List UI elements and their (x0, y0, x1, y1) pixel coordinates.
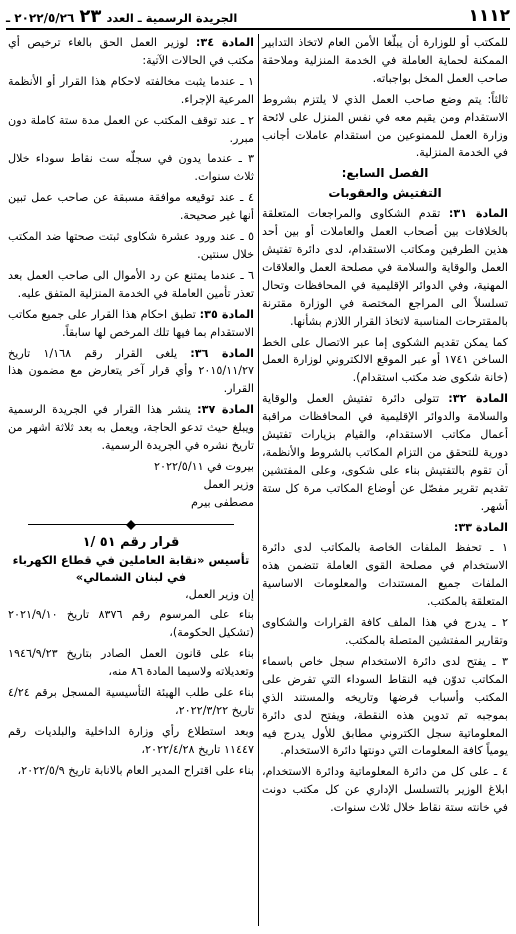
left-column (8, 34, 254, 928)
article-label: المادة ٣٧: (197, 403, 254, 417)
article-text: يلغى القرار رقم ١/١٦٨ تاريخ ٢٠١٥/١١/٢٧ وأي قرار آخر يتعارض مع مضمون هذا القرار. (8, 346, 254, 396)
list-item: ٤ ـ على كل من دائرة المعلوماتية ودائرة الاستخدام، ابلاغ الوزير بالتسلسل الإداري عن كل مكتب دونت في خانته ستة نقاط خلال ثلاث سنوات. (262, 765, 508, 815)
list-item: ٣ ـ عندما يدون في سجلّه ست نقاط سوداء خلال ثلاث سنوات. (8, 152, 254, 184)
chapter-subtitle: التفتيش والعقوبات (328, 186, 442, 201)
decree-title: تأسيس «نقابة العاملين في قطاع الكهرباء في لبنان الشمالي» (12, 552, 250, 584)
issue-date: ٢٠٢٢/٥/٢٦ ـ (6, 10, 75, 25)
paragraph: ثالثاً: يتم وضع صاحب العمل الذي لا يلتزم بشروط الاستقدام ومن يقيم معه في نفس المنزل على لائحة وزارة العمل للممنوعين من استقدام عاملات أجانب في الخدمة المنزلية. (262, 92, 508, 160)
paragraph: بناء على قانون العمل الصادر بتاريخ ١٩٤٦/٩/٢٣ وتعديلاته ولاسيما المادة ٨٦ منه، (8, 647, 254, 679)
article-label: المادة ٣٤: (195, 36, 254, 49)
article-label: المادة ٣١: (448, 207, 508, 221)
paragraph: إن وزير العمل، (185, 587, 254, 601)
paragraph: كما يمكن تقديم الشكوى إما عبر الاتصال على الخط الساخن ١٧٤١ أو عبر الموقع الالكتروني لوزارة العمل (خانة شكوى ضد مكتب استقدام). (262, 335, 508, 385)
paragraph: بناء على المرسوم رقم ٨٣٧٦ تاريخ ٢٠٢١/٩/١٠ (تشكيل الحكومة)، (8, 608, 254, 640)
column-divider (258, 34, 259, 926)
list-item: ٢ ـ عند توقف المكتب عن العمل مدة ستة كاملة دون مبرر. (8, 113, 254, 145)
list-item: ١ ـ تحفظ الملفات الخاصة بالمكاتب لدى دائرة الاستخدام في مصلحة القوى العاملة تتضمن هذه الملفات جميع المستندات والمعلومات الاساسية المتعلقة بالمكتب. (262, 541, 508, 609)
article-label: المادة ٣٥: (199, 307, 255, 321)
list-item: ٥ ـ عند ورود عشرة شكاوى ثبتت صحتها ضد المكتب خلال سنتين. (8, 230, 254, 261)
article-text: تتولى دائرة تفتيش العمل والوقاية والسلامة والدوائر الإقليمية في المحافظات مراقبة أعمال مكاتب الاستقدام، والقيام بزيارات تفتيش دورية للتحقق من التزام المكاتب بالشروط والأنظمة، أن تقوم بالتفتيش بناء على شكوى، وعلى المفتشين تقديم تقرير مفصّل عن أوضاع المكاتب مرة كل ستة أشهر. (262, 392, 508, 513)
header-masthead (6, 6, 237, 27)
list-item: ٣ ـ يفتح لدى دائرة الاستخدام سجل خاص باسماء المكاتب تدوّن فيه النقاط السوداء التي تفرض على المكتب وأسباب فرضها وتاريخه والمستند الذي بموجبه تم تدوين هذه النقطة، ويفتح لدى دائرة المعلوماتية سجل الكتروني مطابق للأول يدرج فيه يومياً كافة المعلومات التي دونتها دائرة الاستخدام. (262, 654, 508, 758)
article-text: لوزير العمل الحق بالغاء ترخيص أي مكتب في الحالات الآتية: (8, 36, 254, 67)
article-35 (8, 306, 254, 342)
decree-divider (28, 520, 234, 530)
signature-place-date: بيروت في ٢٠٢٢/٥/١١ (154, 459, 254, 473)
paragraph: للمكتب أو للوزارة أن يبلّغا الأمن العام لاتخاذ التدابير الممكنة لحماية العاملة في الخدمة المنزلية وملاحقة صاحب العمل المخل بواجباته. (262, 36, 508, 85)
article-label: المادة ٣٢: (448, 392, 509, 406)
decree-number: قرار رقم ٥١ /١ (82, 534, 180, 550)
paragraph: وبعد استطلاع رأي وزارة الداخلية والبلديات رقم ١١٤٤٧ تاريخ ٢٠٢٢/٤/٢٨، (8, 724, 254, 756)
article-34 (8, 34, 254, 70)
chapter-title: الفصل السابع: (341, 166, 429, 181)
paragraph: بناء على اقتراح المدير العام بالانابة تاريخ ٢٠٢٢/٥/٩، (17, 763, 254, 777)
article-31 (262, 205, 508, 330)
article-32 (262, 390, 508, 515)
list-item: ٤ ـ عند توقيعه موافقة مسبقة عن صاحب عمل تبين أنها غير صحيحة. (8, 191, 254, 223)
article-36 (8, 345, 254, 399)
article-label: المادة ٣٦: (190, 346, 254, 360)
signature-name: مصطفى بيرم (190, 495, 254, 509)
list-item: ١ ـ عندما يثبت مخالفته لاحكام هذا القرار أو الأنظمة المرعية الإجراء. (8, 74, 254, 106)
article-text: تطبق احكام هذا القرار على جميع مكاتب الاستقدام بما فيها تلك المرخص لها سابقاً. (8, 307, 254, 339)
page-header (6, 4, 510, 30)
list-item: ٢ ـ يدرج في هذا الملف كافة القرارات والشكاوى وتقارير المفتشين المتصلة بالمكتب. (262, 616, 508, 647)
issue-number: ٢٣ (79, 5, 102, 27)
paragraph: بناء على طلب الهيئة التأسيسية المسجل برقم ٤/٢٤ تاريخ ٢٠٢٢/٣/٢٢، (8, 686, 254, 717)
article-text: تقدم الشكاوى والمراجعات المتعلقة بالخلافات بين أصحاب العمل والعاملات أو بين أحد هذين الطرفين ومكاتب الاستقدام، لدى دائرة تفتيش العمل والوقاية والسلامة في مصلحة العمل والعلاقات المهنية، وفي الدوائر الإقليمية في المحافظات وتحال تسلسلاً الى المراجع المختصة في الوزارة مقترنة بالمقترحات المناسبة لاتخاذ القرار اللازم بشأنها. (262, 207, 508, 328)
right-column (262, 34, 508, 928)
gazette-title: الجريدة الرسمية ـ العدد (106, 10, 238, 25)
list-item: ٦ ـ عندما يمتنع عن رد الأموال الى صاحب العمل بعد تعذر تأمين العاملة في الخدمة المنزلية المتفق عليه. (8, 268, 254, 300)
page-number: ١١١٢ (468, 6, 510, 26)
signature-role: وزير العمل (203, 477, 254, 491)
article-text: ينشر هذا القرار في الجريدة الرسمية ويبلغ حيث تدعو الحاجة، ويعمل به بعد ثلاثة اشهر من تاريخ نشره في الجريدة الرسمية. (8, 403, 254, 453)
article-37 (8, 401, 254, 455)
article-33-label: المادة ٣٣: (453, 520, 508, 534)
